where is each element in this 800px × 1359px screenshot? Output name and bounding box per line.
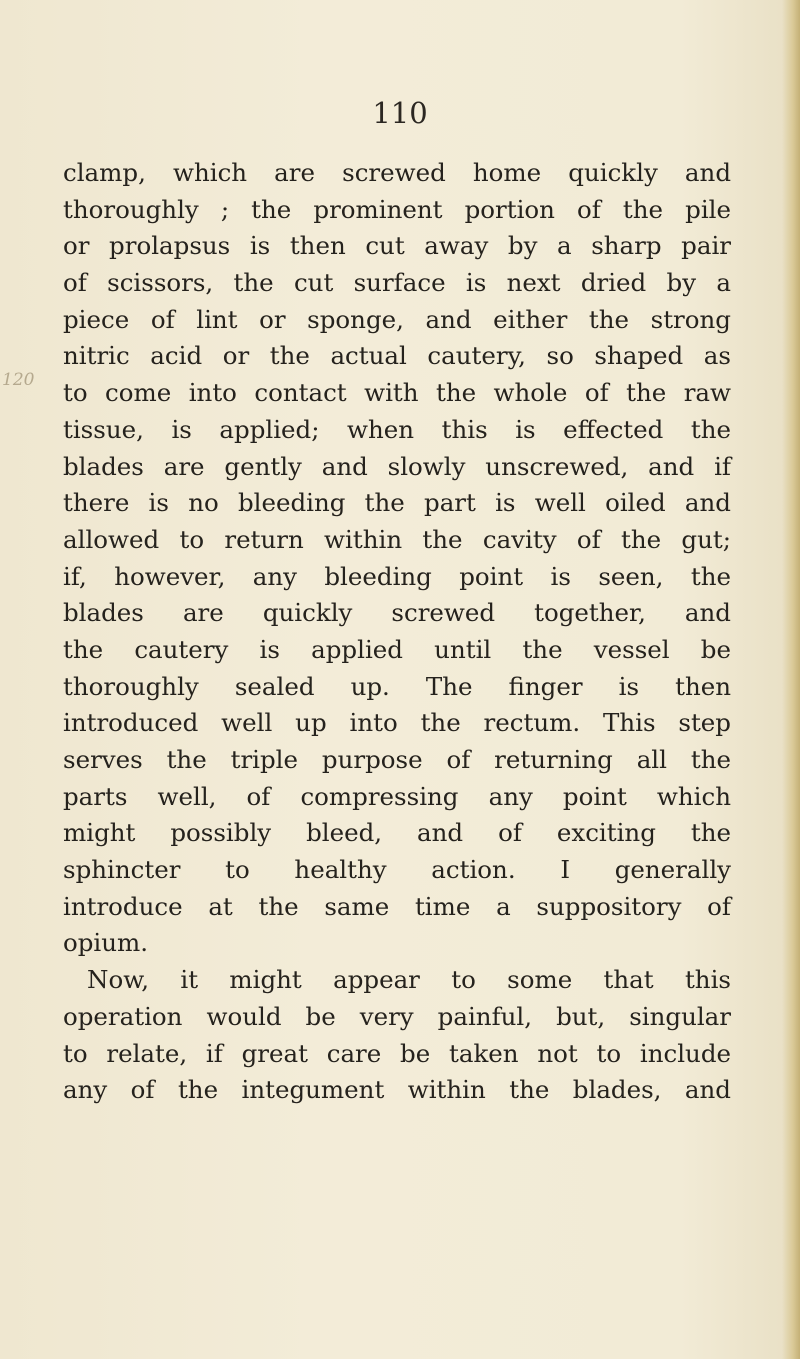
text-line: blades are quickly screwed together, and [63, 598, 731, 628]
text-line: parts well, of compressing any point which [63, 781, 731, 811]
text-line: to come into contact with the whole of the raw [63, 378, 731, 408]
text-line: clamp, which are screwed home quickly and [63, 158, 731, 187]
page-edge-shadow [782, 0, 800, 1359]
paragraph-start-line: Now, it might appear to some that this [87, 965, 731, 995]
text-line: to relate, if great care be taken not to include [63, 1038, 731, 1068]
text-line: introduced well up into the rectum. This step [63, 708, 731, 738]
text-line: of scissors, the cut surface is next dried by a [63, 268, 731, 298]
page-number: 110 [372, 96, 428, 130]
body-text [63, 155, 731, 1109]
paragraph-end-line: opium. [63, 928, 149, 958]
text-line: there is no bleeding the part is well oiled and [63, 488, 731, 518]
text-line: allowed to return within the cavity of the gut; [63, 524, 731, 554]
text-line: serves the triple purpose of returning all the [63, 745, 731, 774]
text-line: tissue, is applied; when this is effected the [63, 414, 731, 444]
text-line: thoroughly ; the prominent portion of the pile [63, 194, 731, 224]
text-line: blades are gently and slowly unscrewed, and if [63, 451, 731, 481]
text-line: or prolapsus is then cut away by a sharp pair [63, 231, 731, 261]
text-line: nitric acid or the actual cautery, so shaped as [63, 341, 731, 371]
text-line: operation would be very painful, but, singular [63, 1001, 731, 1031]
text-line: introduce at the same time a suppository of [63, 891, 731, 921]
text-line: the cautery is applied until the vessel be [63, 634, 731, 664]
margin-annotation: 120 [2, 370, 35, 390]
text-line: thoroughly sealed up. The finger is then [63, 671, 731, 701]
text-line: piece of lint or sponge, and either the strong [63, 304, 731, 334]
text-line: sphincter to healthy action. I generally [63, 855, 731, 885]
text-line: if, however, any bleeding point is seen, the [63, 561, 731, 591]
text-line: might possibly bleed, and of exciting the [63, 818, 731, 848]
text-line: any of the integument within the blades, and [63, 1075, 731, 1105]
